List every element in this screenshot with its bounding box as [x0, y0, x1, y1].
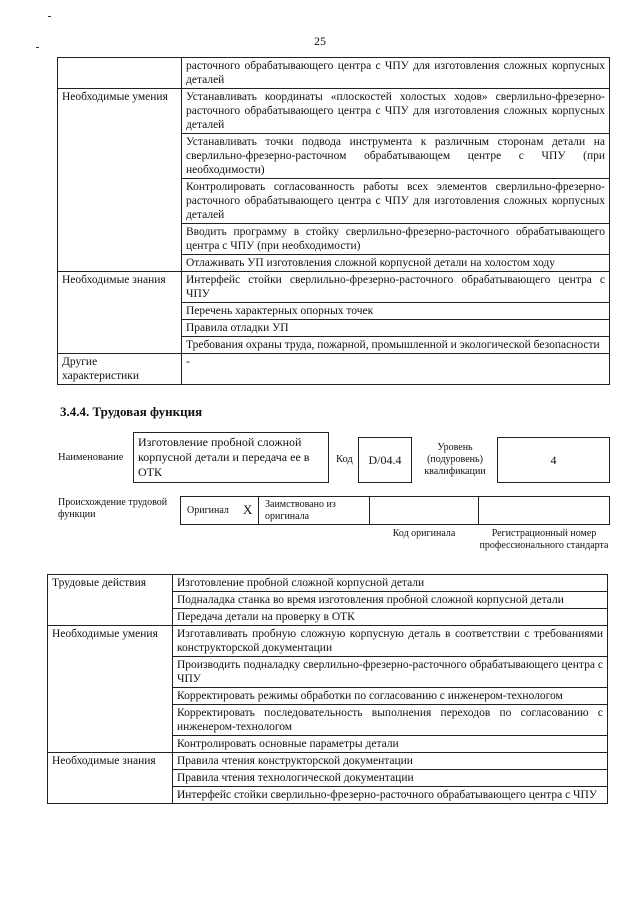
row-label: Другие характеристики [58, 354, 182, 385]
table-row [58, 354, 610, 385]
row-item: Требования охраны труда, пожарной, промышленной и экологической безопасности [182, 337, 610, 354]
level-label: Уровень (подуровень) квалификации [424, 442, 486, 477]
row-item: Производить подналадку сверлильно-фрезерно-расточного обрабатывающего центра с ЧПУ [173, 657, 608, 688]
row-label: Необходимые знания [48, 753, 173, 804]
row-item: Устанавливать точки подвода инструмента к различным сторонам детали на сверлильно-фрезерно-расточном обрабатывающем центре с ЧПУ (при необходимости) [182, 134, 610, 179]
row-item: расточного обрабатывающего центра с ЧПУ для изготовления сложных корпусных деталей [182, 58, 610, 89]
row-item: Подналадка станка во время изготовления пробной сложной корпусной детали [173, 592, 608, 609]
borrowed-label: Заимствовано из оригинала [265, 499, 336, 522]
function-code-value: D/04.4 [368, 453, 402, 467]
origin-label: Происхождение трудовой функции [58, 497, 168, 520]
original-code-box [369, 496, 479, 525]
table-row [48, 575, 608, 592]
code-caption: Код оригинала [392, 528, 456, 539]
borrowed-box [258, 496, 370, 525]
table-row [48, 626, 608, 657]
row-label: Трудовые действия [48, 575, 173, 626]
row-item: Изготавливать пробную сложную корпусную деталь в соответствии с требованиями конструкторской документации [173, 626, 608, 657]
row-item: Перечень характерных опорных точек [182, 303, 610, 320]
table-row [58, 58, 610, 89]
section-title: 3.4.4. Трудовая функция [60, 404, 203, 419]
name-label: Наименование [58, 452, 124, 463]
skills-table-2 [47, 574, 608, 804]
original-label: Оригинал [187, 505, 229, 516]
row-item: Изготовление пробной сложной корпусной детали [173, 575, 608, 592]
row-item: Интерфейс стойки сверлильно-фрезерно-расточного обрабатывающего центра с ЧПУ [182, 272, 610, 303]
function-name-value: Изготовление пробной сложной корпусной детали и передача ее в ОТК [138, 435, 310, 479]
original-box [180, 496, 259, 525]
row-item: Интерфейс стойки сверлильно-фрезерно-расточного обрабатывающего центра с ЧПУ [173, 787, 608, 804]
row-item: Правила чтения технологической документации [173, 770, 608, 787]
row-item: Корректировать последовательность выполнения переходов по согласованию с инженером-технологом [173, 705, 608, 736]
row-label: Необходимые знания [58, 272, 182, 354]
function-name-box [133, 432, 329, 483]
row-item: - [182, 354, 610, 385]
row-item: Устанавливать координаты «плоскостей холостых ходов» сверлильно-фрезерно-расточного обрабатывающего центра с ЧПУ для изготовления сложных корпусных деталей [182, 89, 610, 134]
row-item: Контролировать согласованность работы всех элементов сверлильно-фрезерно-расточного обрабатывающего центра с ЧПУ для изготовления сложных корпусных деталей [182, 179, 610, 224]
row-item: Вводить программу в стойку сверлильно-фрезерно-расточного обрабатывающего центра с ЧПУ (при необходимости) [182, 224, 610, 255]
table-row [58, 89, 610, 134]
reg-caption: Регистрационный номер профессионального стандарта [479, 528, 609, 551]
row-label [58, 58, 182, 89]
row-item: Отлаживать УП изготовления сложной корпусной детали на холостом ходу [182, 255, 610, 272]
table-row [58, 272, 610, 303]
row-item: Правила чтения конструкторской документации [173, 753, 608, 770]
original-mark: X [243, 502, 253, 517]
level-value: 4 [550, 453, 557, 467]
scan-mark [48, 16, 51, 17]
row-item: Передача детали на проверку в ОТК [173, 609, 608, 626]
row-label: Необходимые умения [58, 89, 182, 272]
page-number: 25 [314, 34, 326, 48]
row-item: Контролировать основные параметры детали [173, 736, 608, 753]
function-code-box [358, 437, 412, 483]
row-item: Правила отладки УП [182, 320, 610, 337]
reg-number-box [478, 496, 610, 525]
row-item: Корректировать режимы обработки по согласованию с инженером-технологом [173, 688, 608, 705]
level-box [497, 437, 610, 483]
row-label: Необходимые умения [48, 626, 173, 753]
table-row [48, 753, 608, 770]
skills-table-1 [57, 57, 610, 385]
code-label: Код [336, 454, 353, 465]
